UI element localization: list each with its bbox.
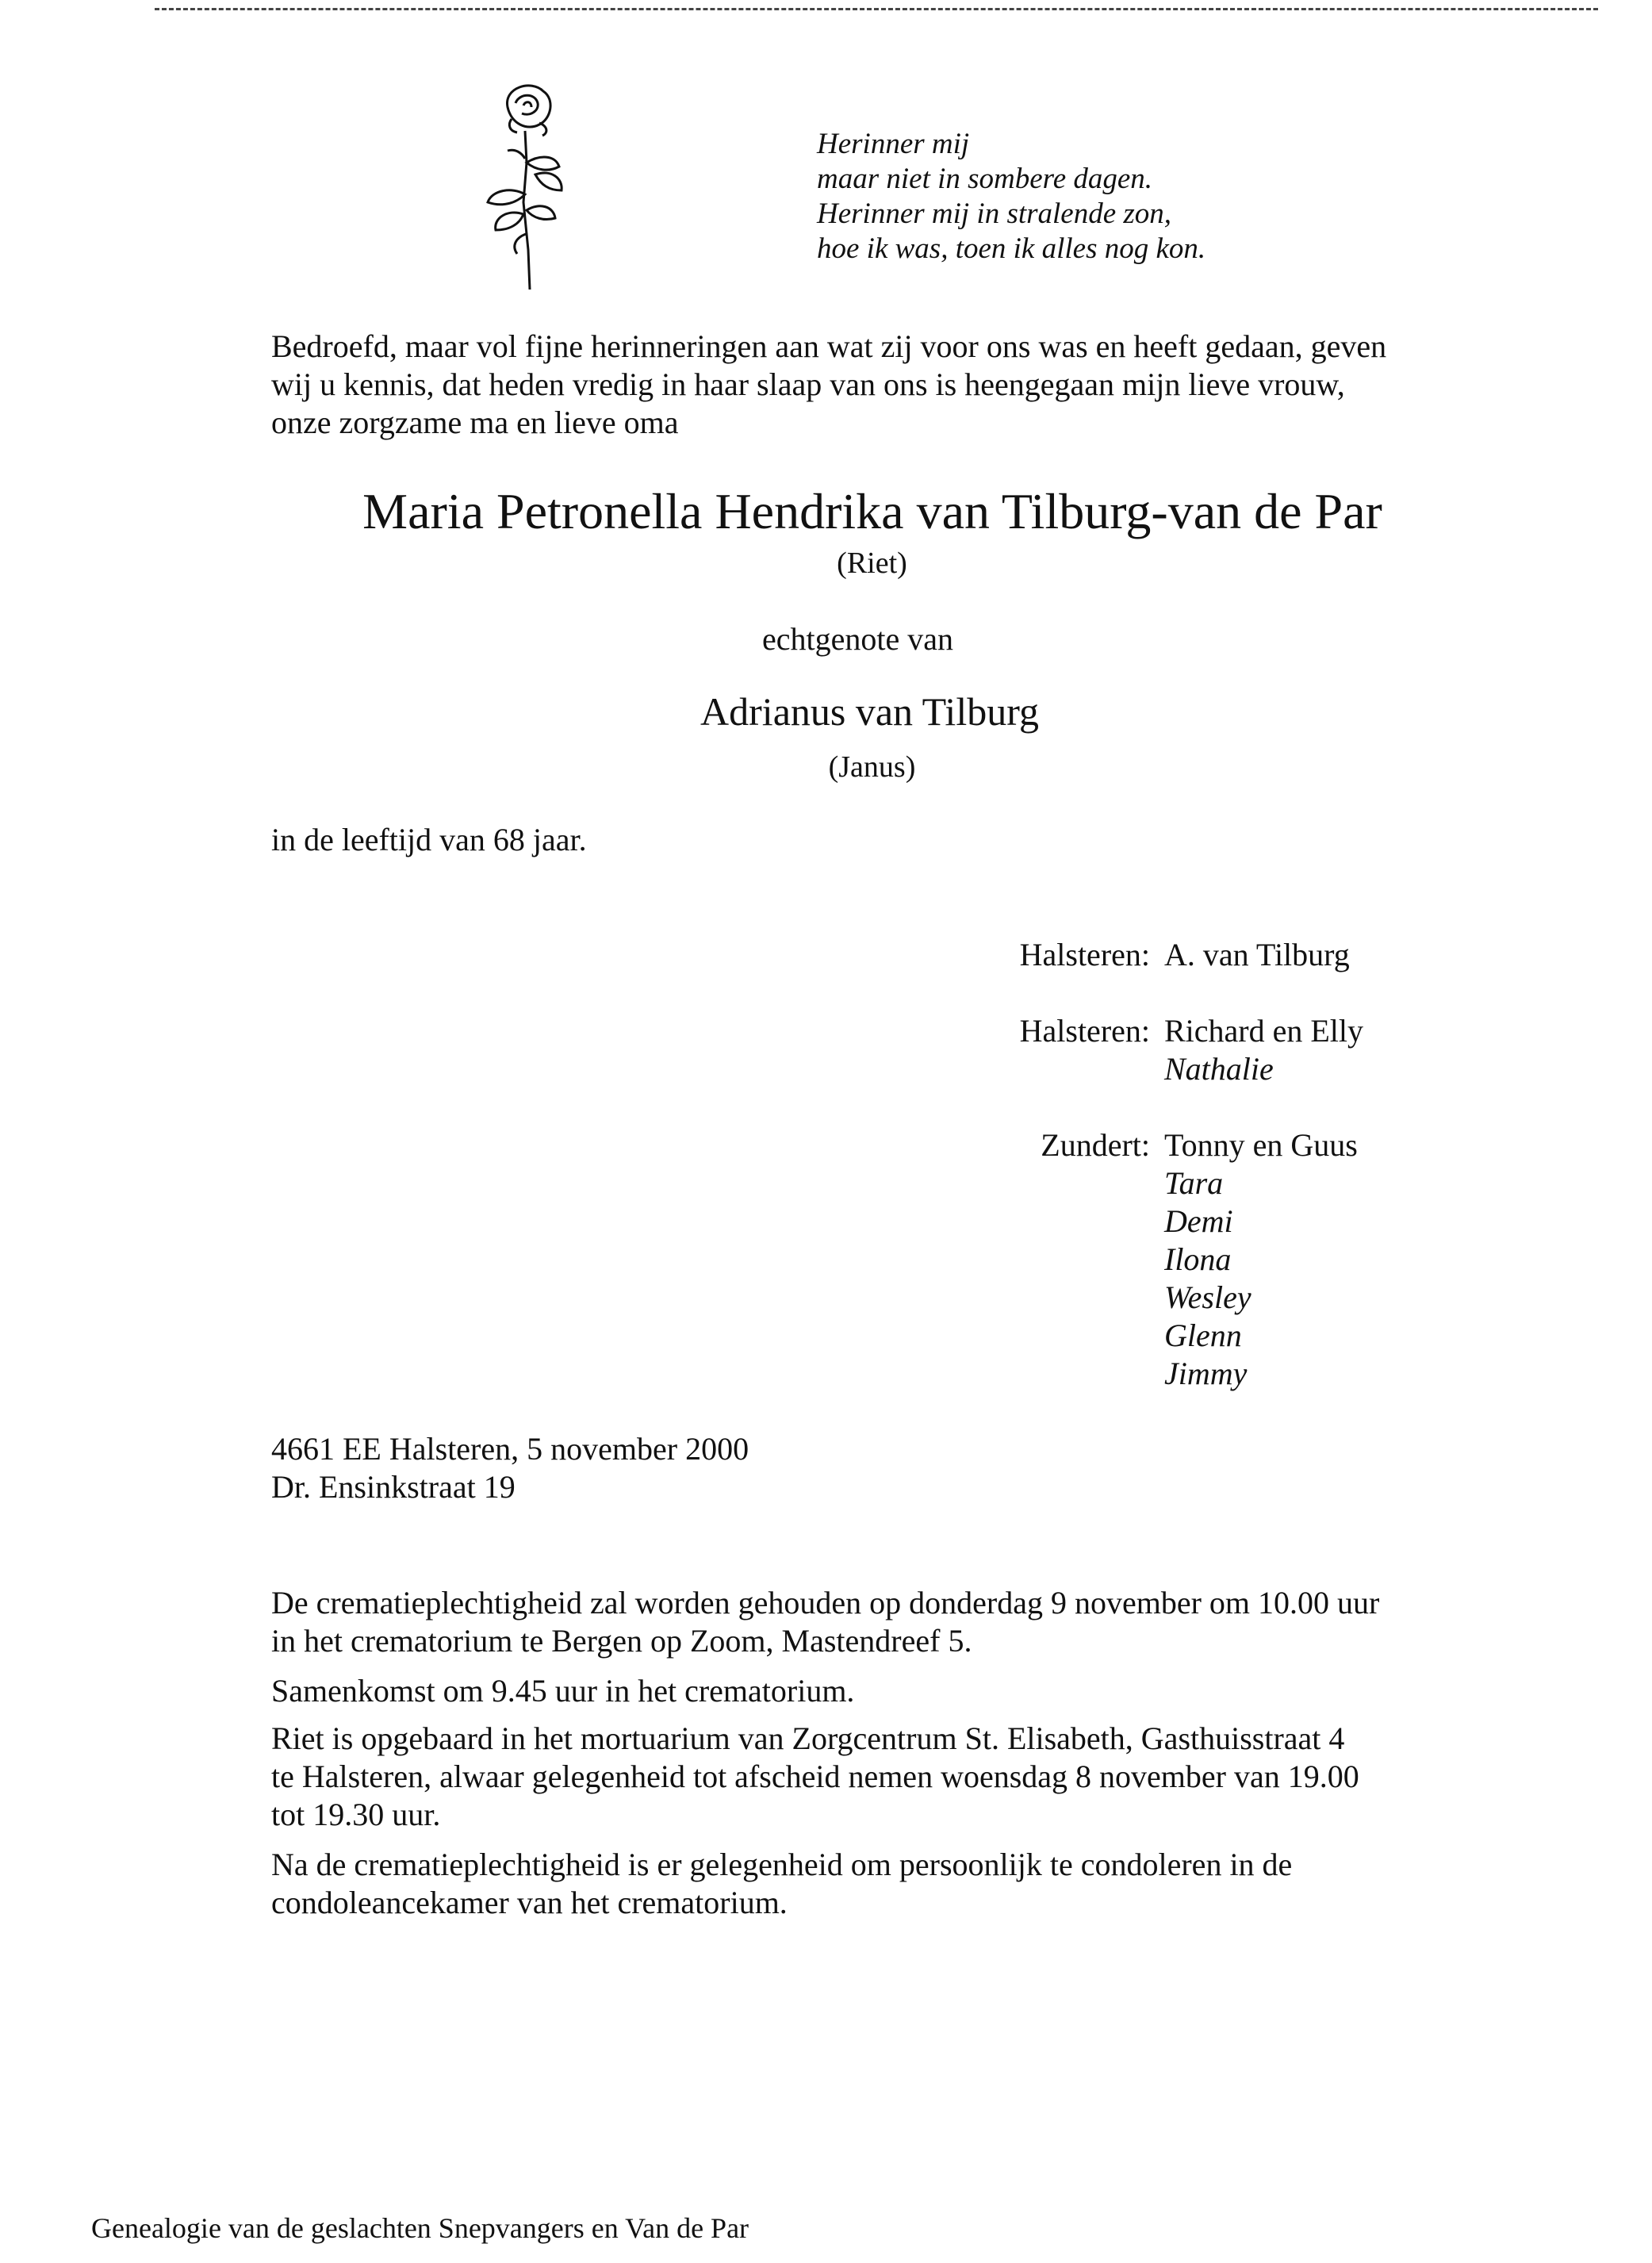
family-child: Nathalie: [1164, 1051, 1274, 1087]
deceased-name: Maria Petronella Hendrika van Tilburg-van de Par: [362, 483, 1382, 539]
deceased-nickname: (Riet): [837, 547, 907, 580]
family-child: Demi: [1164, 1203, 1233, 1239]
family-child: Tara: [1164, 1165, 1224, 1201]
info-line: Samenkomst om 9.45 uur in het crematorium.: [271, 1673, 855, 1709]
info-line: tot 19.30 uur.: [271, 1797, 441, 1832]
poem-line: hoe ik was, toen ik alles nog kon.: [817, 232, 1206, 265]
address-line: Dr. Ensinkstraat 19: [271, 1469, 516, 1505]
address-block: [271, 1430, 749, 1506]
info-line: Na de crematieplechtigheid is er gelegenheid om persoonlijk te condoleren in de: [271, 1847, 1293, 1882]
address-line: 4661 EE Halsteren, 5 november 2000: [271, 1431, 749, 1467]
rose-icon: [476, 75, 579, 297]
family-child: Wesley: [1164, 1279, 1251, 1315]
info-line: in het crematorium te Bergen op Zoom, Mastendreef 5.: [271, 1623, 972, 1659]
footer-text: Genealogie van de geslachten Snepvangers en Van de Par: [91, 2212, 749, 2244]
intro-line: onze zorgzame ma en lieve oma: [271, 405, 679, 440]
condolence-info: [271, 1846, 1477, 1922]
viewing-info: [271, 1720, 1477, 1834]
spouse-name: Adrianus van Tilburg: [700, 689, 1039, 734]
info-line: De crematieplechtigheid zal worden gehouden op donderdag 9 november om 10.00 uur: [271, 1585, 1380, 1621]
relation-text: echtgenote van: [762, 621, 953, 657]
poem-line: Herinner mij in stralende zon,: [817, 198, 1172, 230]
poem-line: Herinner mij: [817, 128, 970, 160]
age-line: in de leeftijd van 68 jaar.: [271, 822, 587, 857]
family-place: Halsteren:: [1019, 937, 1150, 972]
family-names-block: [1164, 1012, 1363, 1088]
top-divider: [155, 8, 1598, 10]
family-child: Glenn: [1164, 1318, 1242, 1353]
info-line: te Halsteren, alwaar gelegenheid tot afscheid nemen woensdag 8 november van 19.00: [271, 1759, 1359, 1794]
family-names: Tonny en Guus: [1164, 1127, 1358, 1163]
family-place: Zundert:: [1041, 1127, 1150, 1163]
info-line: condoleancekamer van het crematorium.: [271, 1885, 788, 1920]
intro-paragraph: [271, 328, 1477, 442]
cremation-info: [271, 1584, 1477, 1660]
poem-line: maar niet in sombere dagen.: [817, 163, 1153, 195]
family-names-block: [1164, 1126, 1358, 1393]
intro-line: Bedroefd, maar vol fijne herinneringen aan wat zij voor ons was en heeft gedaan, geven: [271, 328, 1387, 364]
intro-line: wij u kennis, dat heden vredig in haar slaap van ons is heengegaan mijn lieve vrouw,: [271, 366, 1345, 402]
family-names: A. van Tilburg: [1164, 937, 1350, 972]
spouse-nickname: (Janus): [828, 750, 916, 784]
family-child: Ilona: [1164, 1241, 1232, 1277]
poem: [817, 127, 1205, 267]
gathering-info: [271, 1672, 1477, 1710]
family-place: Halsteren:: [1019, 1013, 1150, 1049]
family-names: Richard en Elly: [1164, 1013, 1364, 1049]
info-line: Riet is opgebaard in het mortuarium van Zorgcentrum St. Elisabeth, Gasthuisstraat 4: [271, 1720, 1345, 1756]
family-child: Jimmy: [1164, 1356, 1248, 1391]
